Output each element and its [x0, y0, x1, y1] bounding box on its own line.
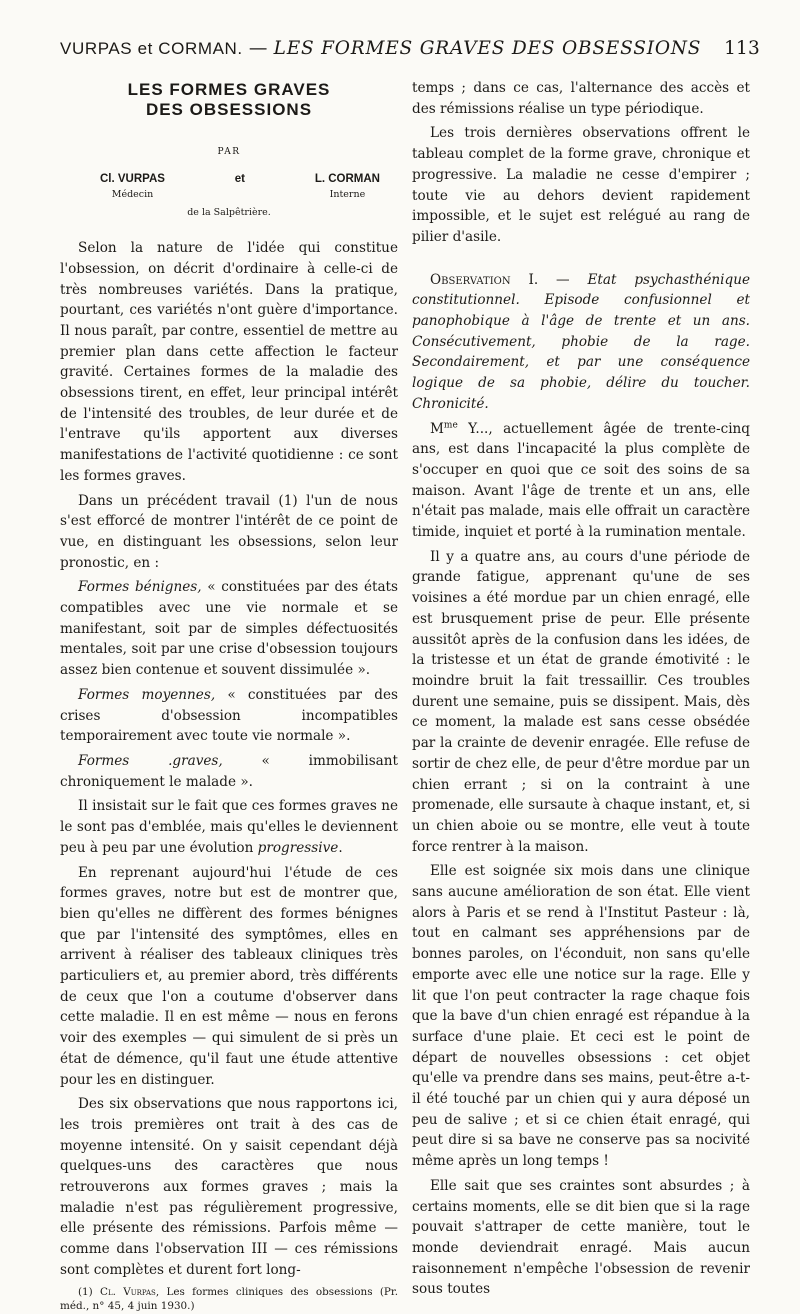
term-label: Formes moyennes,: [78, 686, 216, 703]
emphasis: progressive: [257, 839, 339, 856]
paragraph: Il y a quatre ans, au cours d'une période de grande fatigue, apprenant qu'une de ses voisines a été mordue par un chien enragé, elle est brusquement prise de peur. Elle présente aussitôt après de la confusion dans les idées, de la tristesse et un état de grande émotivité : le moindre bruit la fait tressaillir. Ces troubles durent une semaine, puis se dissipent. Mais, dès ce moment, la malade est sans cesse obsédée par la crainte de devenir enragée. Elle refuse de sortir de chez elle, de peur d'être mordue par un chien errant ; si on la contraint à une promenade, elle sursaute à chaque instant, et, si un chien aboie ou se montre, elle veut à toute force rentrer à la maison.: [412, 548, 750, 855]
observation-heading: [412, 270, 750, 415]
honorific: M: [430, 420, 444, 437]
term-label: Formes bénignes,: [78, 579, 202, 596]
left-column: [60, 78, 398, 1314]
author-vurpas: [100, 169, 165, 202]
article-title: [60, 80, 398, 120]
author-name: Cl. VURPAS: [100, 172, 165, 185]
observation-dash: —: [538, 271, 588, 288]
paragraph: Les trois dernières observations offrent le tableau complet de la forme grave, chronique et progressive. La maladie ne cesse d'empirer ; toute vie au dehors devient rapidement impossible, et le sujet est relégué au rang de pilier d'asile.: [412, 125, 750, 245]
article-title-line2: DES OBSESSIONS: [145, 100, 313, 119]
paragraph: Selon la nature de l'idée qui constitue l'obsession, on décrit d'ordinaire à celle-ci de très nombreuses variétés. Dans la pratique, pourtant, ces variétés n'ont guère d'importance. Il nous paraît, par contre, essentiel de mettre au premier plan dans cette affection le facteur gravité. Certaines formes de la maladie des obsessions tirent, en effet, leur principal intérêt de l'intensité des troubles, de leur durée et de l'entrave qu'ils apportent aux diverses manifestations de l'activité quotidienne : ce sont les formes graves.: [60, 240, 398, 484]
footnote-number: (1): [78, 1285, 101, 1298]
paragraph: Des six observations que nous rapportons ici, les trois premières ont trait à des cas de moyenne intensité. On y saisit cependant déjà quelques-uns des caractères que nous retrouverons aux formes graves ; mais la maladie n'est pas régulièrement progressive, elle présente des rémissions. Parfois même — comme dans l'observation III — ces rémissions sont complètes et durent fort long-: [60, 1096, 398, 1278]
running-head-authors: VURPAS et CORMAN.: [60, 39, 243, 58]
author-name: L. CORMAN: [314, 172, 380, 185]
term-text: « constituées par des états compatibles avec une vie normale et se manifestant, soit par de simples défectuosités mentales, soit par une crise d'obsession toujours assez bien contenue et souvent dissimulée ».: [60, 579, 398, 679]
paragraph: temps ; dans ce cas, l'alternance des accès et des rémissions réalise un type périodique.: [412, 80, 750, 117]
footnote-author: Cl. Vurpas,: [100, 1285, 160, 1298]
right-column: [412, 78, 750, 1314]
byline-par: PAR: [217, 147, 241, 157]
term-text: « immobilisant chroniquement le malade ».: [60, 752, 398, 790]
paragraph: [60, 577, 398, 681]
paragraph: Dans un précédent travail (1) l'un de nous s'est efforcé de montrer l'intérêt de ce point de vue, en distinguant les obsessions, selon leur pronostic, en :: [60, 492, 398, 571]
running-head-dash: —: [242, 38, 274, 59]
paragraph: Elle est soignée six mois dans une clinique sans aucune amélioration de son état. Elle vient alors à Paris et se rend à l'Institut Pasteur : là, tout en calmant ses appréhensions par de bonnes paroles, on l'éconduit, non sans qu'elle emporte avec elle une notice sur la rage. Elle y lit que l'on peut contracter la rage chaque fois que la bave d'un chien enragé est répandue à la surface d'une plaie. Et ceci est le point de départ de nouvelles obsessions : cet objet qu'elle va prendre dans ses mains, peut-être a-t-il été touché par un chien qui y aura déposé un peu de salive ; et si ce chien était enragé, qui peut dire si sa bave ne conserve pas sa nocivité même après un long temps !: [412, 863, 750, 1170]
running-head-title: LES FORMES GRAVES DES OBSESSIONS: [273, 38, 702, 59]
authors-block: [60, 169, 398, 202]
author-conjunction: et: [234, 172, 246, 185]
affiliation: de la Salpêtrière.: [187, 207, 271, 219]
journal-page: [60, 38, 760, 1313]
paragraph: [60, 685, 398, 747]
paragraph: En reprenant aujourd'hui l'étude de ces formes graves, notre but est de montrer que, bien qu'elles ne diffèrent des formes bénignes que par l'intensité des symptômes, elles en arrivent à réaliser des tableaux cliniques très particuliers et, au premier abord, très différents de ceux que l'on a coutume d'observer dans cette maladie. Il en est même — nous en ferons voir des exemples — qui simulent de si près un état de démence, qu'il faut une étude attentive pour les en distinguer.: [60, 864, 398, 1088]
author-role: Médecin: [111, 189, 154, 201]
footnote-text: Les formes cliniques des obsessions (Pr. méd., n° 45, 4 juin 1930.): [60, 1285, 398, 1313]
page-number: 113: [724, 38, 760, 59]
paragraph: [60, 751, 398, 792]
author-role: Interne: [329, 189, 366, 201]
two-column-body: [60, 78, 750, 1314]
text-run: Il insistait sur le fait que ces formes graves ne le sont pas d'emblée, mais qu'elles le deviennent peu à peu par une évolution: [60, 798, 398, 856]
observation-title: Etat psychasthénique constitutionnel. Episode confusionnel et panophobique à l'âge de trente et un ans. Consécutivement, phobie de la rage. Secondairement, et par une conséquence logique de sa phobie, délire du toucher. Chronicité.: [412, 271, 750, 412]
paragraph: [412, 419, 750, 543]
observation-label: Observation I.: [430, 271, 539, 288]
term-text: « constituées par des crises d'obsession incompatibles temporairement avec toute vie normale ».: [60, 686, 398, 745]
footnote: [60, 1285, 398, 1314]
running-head-left: [60, 38, 701, 59]
honorific-superscript: me: [443, 420, 458, 431]
paragraph: Elle sait que ses craintes sont absurdes ; à certains moments, elle se dit bien que si la rage pouvait s'attraper de cette manière, tout le monde deviendrait enragé. Mais aucun raisonnement n'empêche l'obsession de revenir sous toutes: [412, 1177, 750, 1298]
author-corman: [315, 169, 380, 202]
paragraph: [60, 796, 398, 858]
running-head: [60, 38, 760, 59]
text-run: Y..., actuellement âgée de trente-cinq ans, est dans l'incapacité la plus complète de s'occuper en quoi que ce soit des soins de sa maison. Avant l'âge de trente et un ans, elle n'était pas malade, mais elle offrait un caractère timide, inquiet et porté à la rumination mentale.: [412, 420, 750, 541]
article-title-line1: LES FORMES GRAVES: [127, 80, 331, 99]
term-label: Formes .graves,: [78, 752, 223, 769]
text-run: .: [338, 839, 343, 856]
